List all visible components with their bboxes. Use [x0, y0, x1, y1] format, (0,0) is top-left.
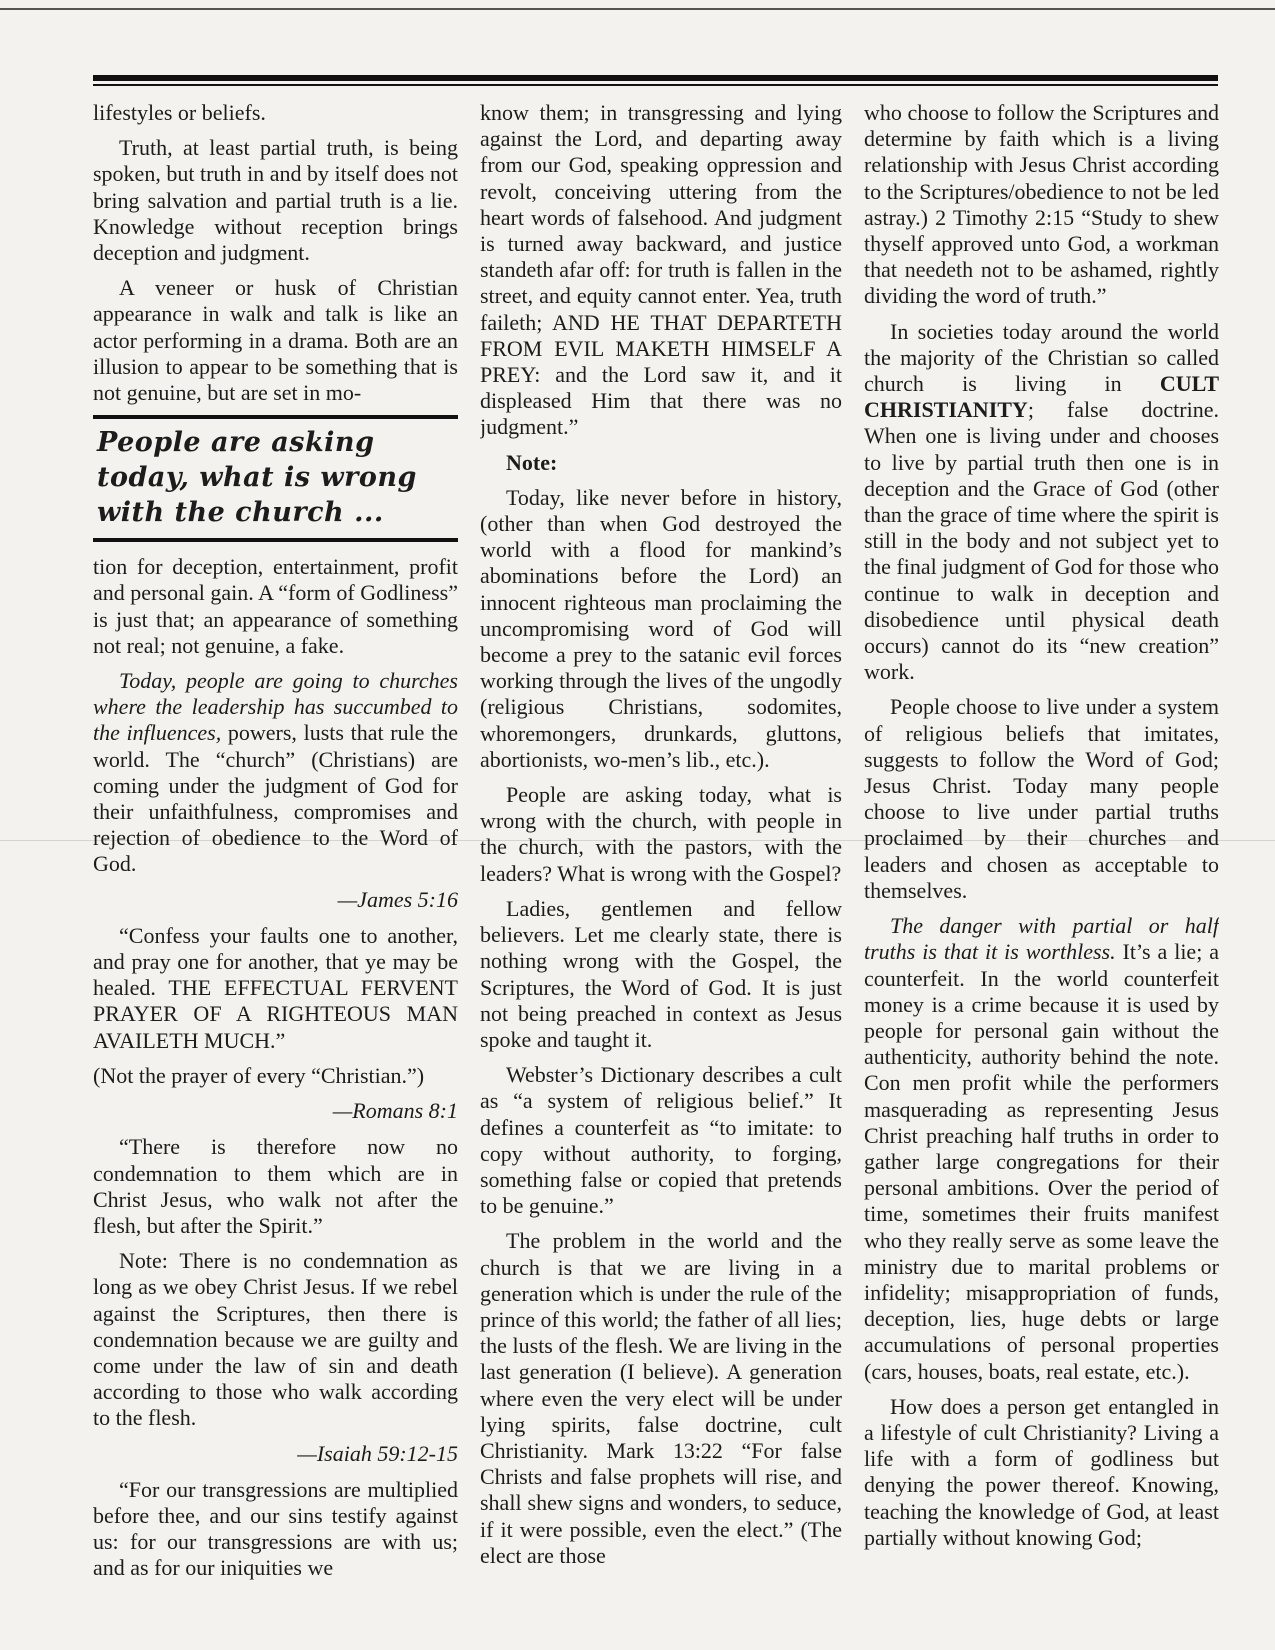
paragraph: Today, like never before in history, (other than when God destroyed the world with a flood for mankind’s abominations before the Lord) an innocent righteous man proclaiming the uncompromising word of God will become a prey to the satanic evil forces working through the lives of the ungodly (religious Christians, sodomites, whoremongers, drunkards, gluttons, abortionists, wo-men’s lib., etc.).: [480, 484, 842, 772]
paragraph: People are asking today, what is wrong with the church, with people in the church, with the pastors, with the leaders? What is wrong with the Gospel?: [480, 782, 842, 886]
column-3: [864, 100, 1219, 1610]
note-heading: Note:: [506, 449, 558, 475]
header-rule-thick: [93, 75, 1218, 81]
column-1: [93, 100, 458, 1610]
italic-lead: The danger with partial or half truths is that it is worthless.: [864, 913, 1219, 965]
paragraph: How does a person get entangled in a lifestyle of cult Christianity? Living a life with a form of godliness but denying the power thereof. Knowing, teaching the knowledge of God, at least partially without knowing God;: [864, 1393, 1219, 1550]
bold-term: CULT CHRISTIANITY: [864, 371, 1219, 423]
paragraph: A veneer or husk of Christian appearance in walk and talk is like an actor performing in a drama. Both are an illusion to appear to be something that is not genuine, but are set in mo-: [93, 275, 458, 406]
paragraph: lifestyles or beliefs.: [93, 100, 266, 125]
column-2: [480, 100, 842, 1610]
scripture-quote: “There is therefore now no condemnation to them which are in Christ Jesus, who walk not after the flesh, but after the Spirit.”: [93, 1134, 458, 1238]
scripture-citation: —James 5:16: [337, 886, 458, 912]
paragraph: tion for deception, entertainment, profit and personal gain. A “form of Godliness” is just that; an appearance of something not real; not genuine, a fake.: [93, 554, 458, 658]
paragraph-start: In societies today around the world the majority of the Christian so called church is living in: [864, 318, 1219, 397]
paragraph: Truth, at least partial truth, is being spoken, but truth in and by itself does not bring salvation and partial truth is a lie. Knowledge without reception brings deception and judgment.: [93, 135, 458, 266]
paragraph: Ladies, gentlemen and fellow believers. Let me clearly state, there is nothing wrong with the Gospel, the Scriptures, the Word of God. It is just not being preached in context as Jesus spoke and taught it.: [480, 895, 842, 1052]
header-rule-thin: [93, 84, 1218, 86]
scripture-quote: know them; in transgressing and lying against the Lord, and departing away from our God, speaking oppression and revolt, conceiving uttering from the heart words of falsehood. And judgment is turned away backward, and justice standeth afar off: for truth is fallen in the street, and equity cannot enter. Yea, truth faileth; AND HE THAT DEPARTETH FROM EVIL MAKETH HIMSELF A PREY: and the Lord saw it, and it displeased Him that there was no judgment.”: [480, 100, 842, 440]
paragraph: who choose to follow the Scriptures and determine by faith which is a living relationship with Jesus Christ according to the Scriptures/obedience to not be led astray.) 2 Timothy 2:15 “Study to shew thyself approved unto God, a workman that needeth not to be ashamed, rightly dividing the word of truth.”: [864, 100, 1219, 309]
italic-lead: Today, people are going to churches where the leadership has succumbed to the influences,: [93, 668, 458, 746]
paragraph: The problem in the world and the church is that we are living in a generation which is under the rule of the prince of this world; the father of all lies; the lusts of the flesh. We are living in the last generation (I believe). A generation where even the very elect will be under lying spirits, false doctrine, cult Christianity. Mark 13:22 “For false Christs and false prophets will rise, and shall shew signs and wonders, to seduce, if it were possible, even the elect.” (The elect are those: [480, 1228, 842, 1568]
paragraph: [864, 319, 1219, 686]
paragraph: Note: There is no condemnation as long as we obey Christ Jesus. If we rebel against the Scriptures, then there is condemnation because we are guilty and come under the law of sin and death according to those who walk according to the flesh.: [93, 1248, 458, 1431]
scripture-citation: —Romans 8:1: [332, 1098, 458, 1124]
paragraph-rest: powers, lusts that rule the world. The “church” (Christians) are coming under the judgment of God for their unfaithfulness, compromises and rejection of obedience to the Word of God.: [93, 720, 458, 877]
paragraph: People choose to live under a system of religious beliefs that imitates, suggests to follow the Word of God; Jesus Christ. Today many people choose to live under partial truths proclaimed by their churches and leaders and chosen as acceptable to themselves.: [864, 694, 1219, 903]
paragraph: [864, 913, 1219, 1385]
page-top-edge-rule: [0, 8, 1275, 10]
paragraph: [93, 668, 458, 878]
scripture-quote: “Confess your faults one to another, and pray one for another, that ye may be healed. THE EFFECTUAL FERVENT PRAYER OF A RIGHTEOUS MAN AVAILETH MUCH.”: [93, 922, 458, 1053]
scripture-citation: —Isaiah 59:12-15: [297, 1440, 458, 1466]
scripture-quote: “For our transgressions are multiplied before thee, and our sins testify against us: for our transgressions are with us; and as for our iniquities we: [93, 1476, 458, 1581]
paragraph-rest: ; false doctrine. When one is living under and chooses to live by partial truth then one is in deception and the Grace of God (other than the grace of time where the spirit is still in the body and not subject yet to the final judgment of God for those who continue to walk in deception and disobedience until physical death occurs) cannot do its “new creation” work.: [864, 397, 1219, 685]
paragraph-rest: It’s a lie; a counterfeit. In the world counterfeit money is a crime because it is used by people for personal gain without the authenticity, authority behind the note. Con men profit while the performers masquerading as representing Jesus Christ preaching half truths in order to gather large congregations for their personal ambitions. Over the period of time, sometimes their fruits manifest who they really serve as some leave the ministry due to marital problems or infidelity; misappropriation of funds, deception, lies, huge debts or large accumulations of personal properties (cars, houses, boats, real estate, etc.).: [864, 939, 1219, 1384]
pull-quote-text: People are asking today, what is wrong with the church ...: [97, 427, 417, 529]
pull-quote: [93, 415, 458, 542]
paragraph: (Not the prayer of every “Christian.”): [93, 1062, 425, 1088]
paragraph: Webster’s Dictionary describes a cult as “a system of religious belief.” It defines a counterfeit as “to imitate: to copy without authority, to forging, something false or copied that pretends to be genuine.”: [480, 1062, 842, 1219]
